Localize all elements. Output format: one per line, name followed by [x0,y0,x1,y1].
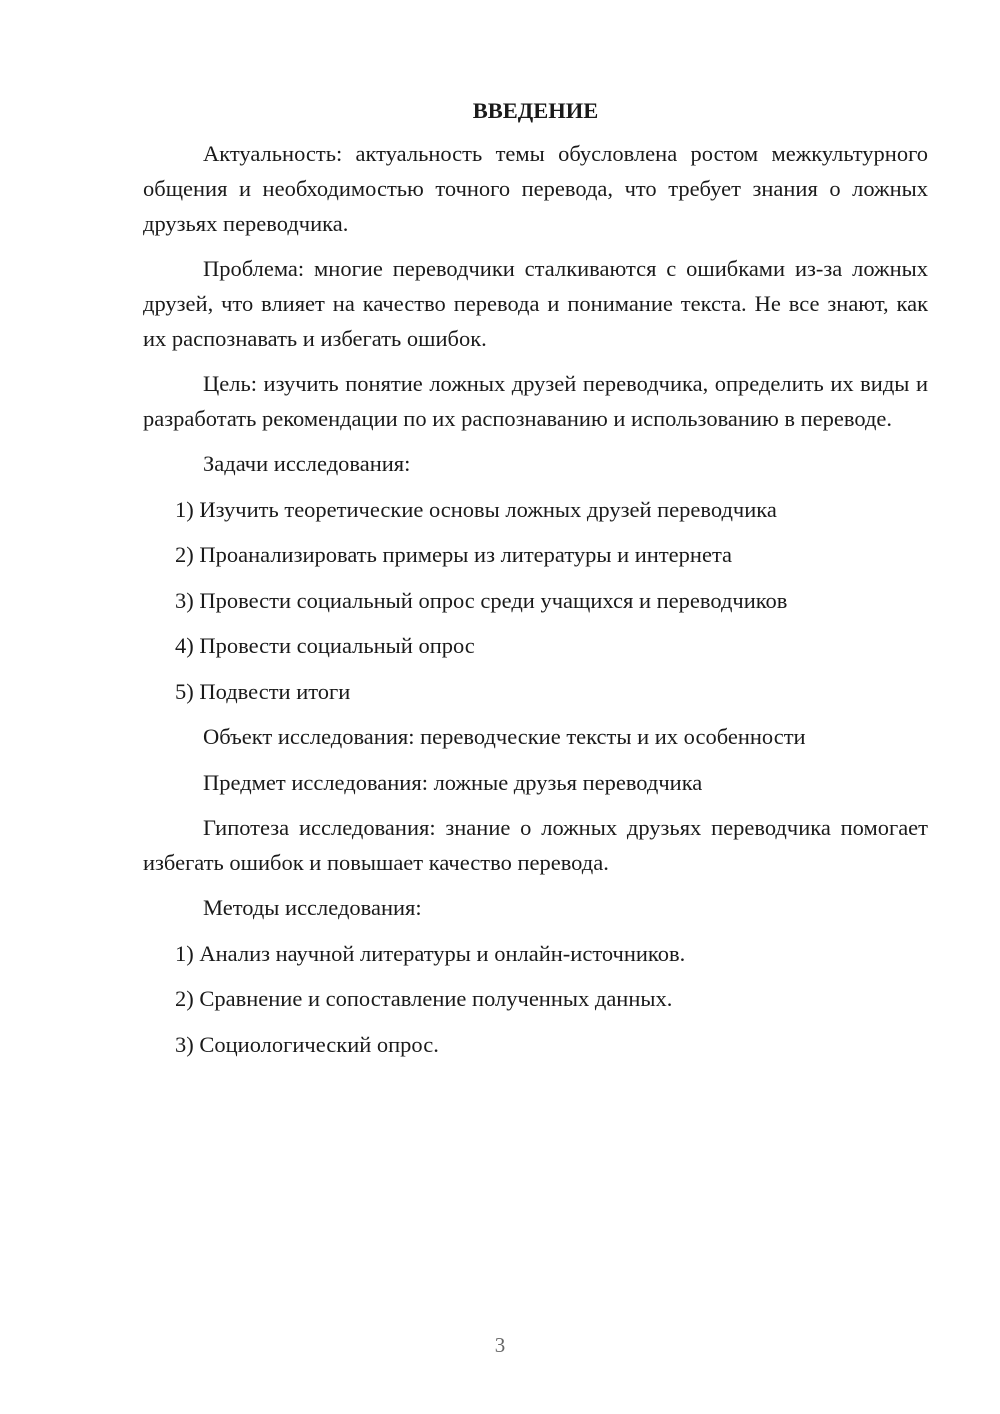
tasks-heading: Задачи исследования: [203,451,411,476]
page-number: 3 [494,1333,506,1357]
object-line: Объект исследования: переводческие тексты и их особенности [203,724,806,749]
hypothesis-paragraph: Гипотеза исследования: знание о ложных друзьях переводчика помогает избегать ошибок и повышает качество перевода. [143,815,928,875]
method-item: 1) Анализ научной литературы и онлайн-источников. [175,940,686,966]
method-item: 3) Социологический опрос. [175,1031,439,1057]
methods-heading: Методы исследования: [203,895,422,920]
task-item: 2) Проанализировать примеры из литературы и интернета [175,542,733,567]
subject-line: Предмет исследования: ложные друзья переводчика [203,769,703,795]
task-item: 5) Подвести итоги [175,678,351,704]
problem-paragraph: Проблема: многие переводчики сталкиваются с ошибками из-за ложных друзей, что влияет на качество перевода и понимание текста. Не все знают, как их распознавать и избегать ошибок. [143,256,928,351]
method-item: 2) Сравнение и сопоставление полученных данных. [175,986,673,1011]
goal-paragraph: Цель: изучить понятие ложных друзей переводчика, определить их виды и разработать рекомендации по их распознаванию и использованию в переводе. [143,371,928,431]
task-item: 4) Провести социальный опрос [175,633,475,658]
relevance-paragraph: Актуальность: актуальность темы обусловлена ростом межкультурного общения и необходимостью точного перевода, что требует знания о ложных друзьях переводчика. [143,141,928,236]
task-item: 1) Изучить теоретические основы ложных друзей переводчика [175,496,777,522]
section-title: ВВЕДЕНИЕ [472,98,599,123]
task-item: 3) Провести социальный опрос среди учащихся и переводчиков [175,587,788,613]
document-page [143,93,928,1072]
